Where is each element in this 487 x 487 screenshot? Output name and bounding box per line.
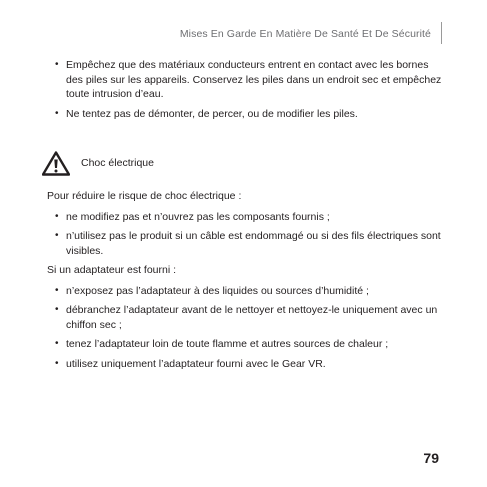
shock-bullet-list — [47, 210, 447, 259]
list-item-text: débranchez l’adaptateur avant de le nettoyer et nettoyez-le uniquement avec un chiffon sec ; — [66, 304, 438, 331]
shock-intro: Pour réduire le risque de choc électrique : — [47, 190, 242, 202]
list-item-text: n’utilisez pas le produit si un câble est endommagé ou si des fils électriques sont visibles. — [66, 230, 441, 257]
bullet-icon: • — [55, 338, 59, 349]
list-item — [47, 357, 447, 372]
header-divider — [441, 22, 442, 44]
list-item-text: tenez l’adaptateur loin de toute flamme et autres sources de chaleur ; — [66, 338, 389, 350]
bullet-icon: • — [55, 59, 59, 70]
page-header: Mises En Garde En Matière De Santé Et De Sécurité — [179, 28, 431, 40]
page-number: 79 — [423, 450, 439, 466]
bullet-icon: • — [55, 107, 59, 119]
bullet-icon: • — [55, 284, 59, 296]
adapter-intro: Si un adaptateur est fourni : — [47, 264, 176, 276]
list-item — [47, 58, 447, 102]
bullet-icon: • — [55, 210, 59, 222]
adapter-bullet-list — [47, 284, 447, 372]
top-bullet-section — [47, 58, 447, 126]
shock-section — [47, 189, 447, 376]
bullet-icon: • — [55, 230, 59, 241]
list-item — [47, 303, 447, 332]
list-item — [47, 107, 447, 122]
warning-triangle-icon — [42, 151, 70, 176]
list-item — [47, 337, 447, 352]
warning-heading — [42, 150, 154, 176]
list-item-text: ne modifiez pas et n’ouvrez pas les composants fournis ; — [66, 210, 330, 223]
list-item — [47, 210, 447, 225]
bullet-icon: • — [55, 357, 59, 369]
top-bullet-list — [47, 58, 447, 121]
list-item-text: Ne tentez pas de démonter, de percer, ou de modifier les piles. — [66, 107, 358, 120]
warning-title: Choc électrique — [81, 157, 154, 169]
list-item-text: Empêchez que des matériaux conducteurs entrent en contact avec les bornes des piles sur les appareils. Conservez les piles dans un endroit sec et empêchez toute intrusion d’eau. — [66, 59, 442, 100]
list-item-text: n’exposez pas l’adaptateur à des liquides ou sources d’humidité ; — [66, 284, 369, 297]
list-item — [47, 229, 447, 258]
list-item-text: utilisez uniquement l’adaptateur fourni avec le Gear VR. — [66, 357, 326, 370]
list-item — [47, 284, 447, 299]
bullet-icon: • — [55, 304, 59, 315]
